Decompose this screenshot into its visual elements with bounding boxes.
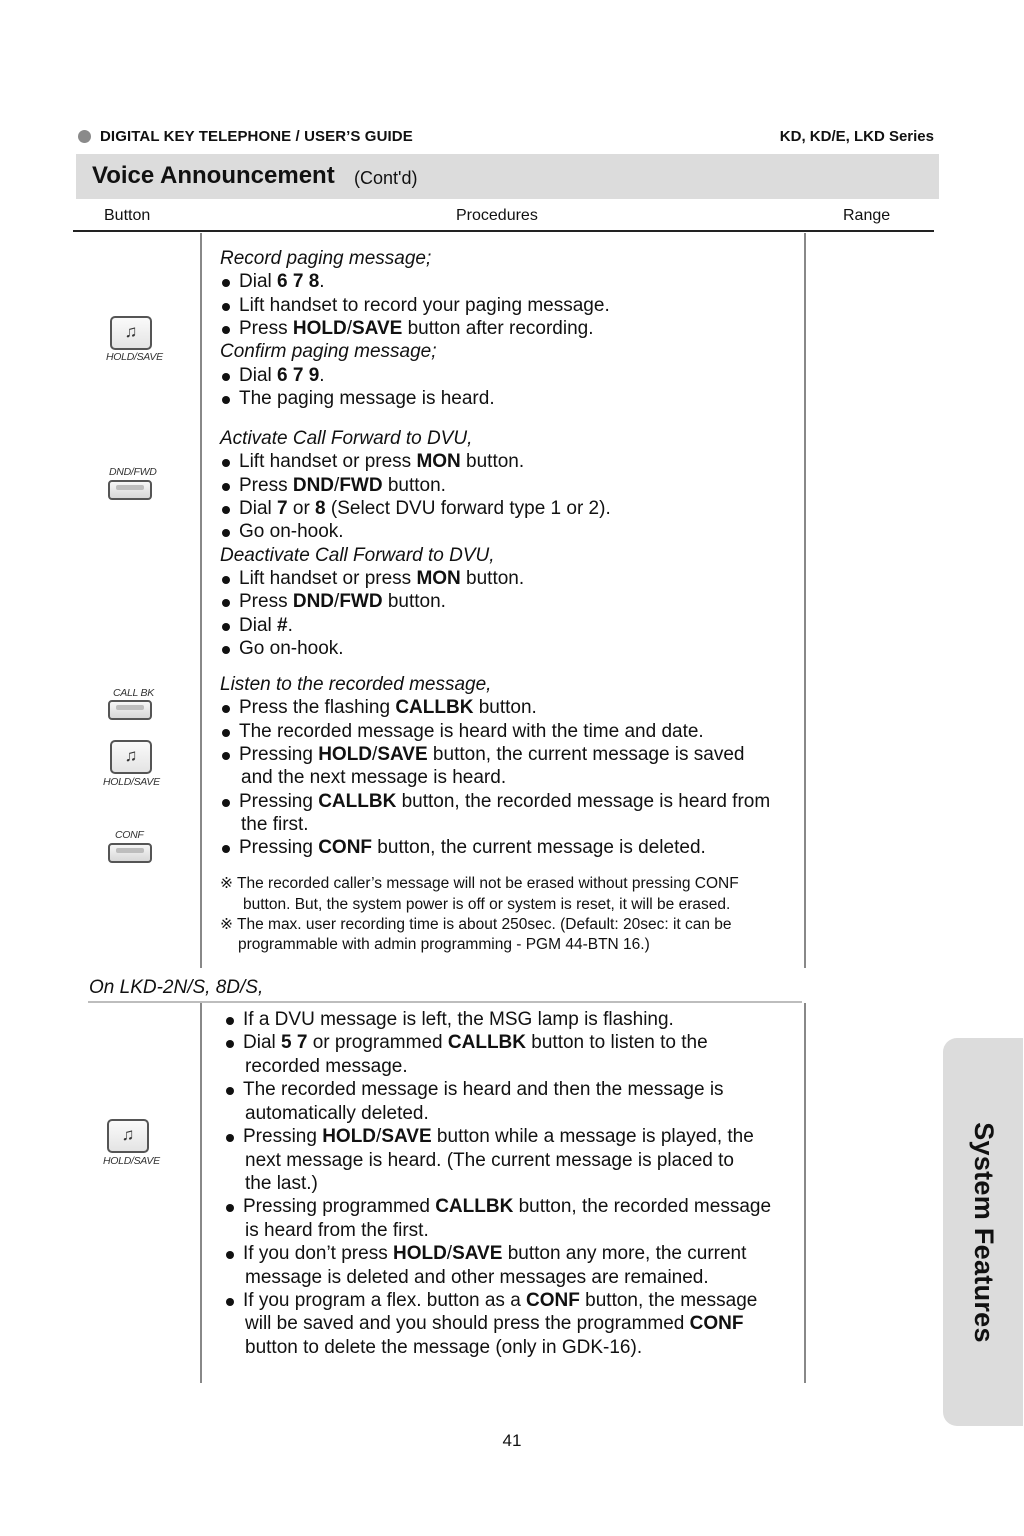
column-rule — [804, 1003, 806, 1383]
procedure-heading: Record paging message; — [220, 248, 432, 269]
dnd-fwd-key-label: DND/FWD — [109, 466, 157, 478]
header-rule — [73, 230, 934, 232]
column-rule — [200, 1003, 202, 1383]
conf-key-icon — [108, 843, 152, 863]
procedure-step: Pressing HOLD/SAVE button while a message is played, the — [243, 1126, 754, 1147]
call-bk-key-icon — [108, 700, 152, 720]
procedure-step: Pressing programmed CALLBK button, the recorded message — [243, 1196, 772, 1217]
procedure-step: Go on-hook. — [239, 521, 344, 542]
procedure-step: Press the flashing CALLBK button. — [239, 697, 537, 718]
procedure-step-cont: the last.) — [245, 1173, 318, 1194]
procedure-step: Pressing CONF button, the current message is deleted. — [239, 837, 706, 858]
procedure-step-cont: button to delete the message (only in GDK-16). — [245, 1337, 643, 1358]
procedure-step-cont: is heard from the first. — [245, 1220, 429, 1241]
note: ※ The recorded caller’s message will not be erased without pressing CONF — [220, 875, 739, 892]
column-header-procedures: Procedures — [456, 207, 538, 224]
procedure-step: Lift handset or press MON button. — [239, 568, 525, 589]
section-label: On LKD-2N/S, 8D/S, — [89, 977, 264, 998]
dnd-fwd-key-icon — [108, 480, 152, 500]
page-title-cont: (Cont'd) — [354, 168, 418, 188]
procedure-step: Dial 5 7 or programmed CALLBK button to listen to the — [243, 1032, 708, 1053]
procedure-step-cont: message is deleted and other messages are remained. — [245, 1267, 709, 1288]
procedure-step: If you program a flex. button as a CONF button, the message — [243, 1290, 758, 1311]
hold-save-key-label: HOLD/SAVE — [103, 776, 160, 788]
procedure-step: The recorded message is heard and then the message is — [243, 1079, 724, 1100]
side-tab-label: System Features — [968, 1121, 999, 1343]
procedure-step: Dial 7 or 8 (Select DVU forward type 1 or 2). — [239, 498, 611, 519]
note-cont: button. But, the system power is off or system is reset, it will be erased. — [243, 896, 731, 913]
hold-save-key-icon — [110, 316, 152, 350]
procedure-step: The paging message is heard. — [239, 388, 495, 409]
procedure-step-cont: will be saved and you should press the programmed CONF — [245, 1313, 744, 1334]
header-guide-title: DIGITAL KEY TELEPHONE / USER’S GUIDE — [100, 128, 413, 145]
column-rule — [200, 233, 202, 968]
procedure-step: If a DVU message is left, the MSG lamp is flashing. — [243, 1009, 674, 1030]
procedure-step: Press DND/FWD button. — [239, 591, 446, 612]
procedure-step: Lift handset or press MON button. — [239, 451, 525, 472]
header-bullet-icon — [78, 130, 91, 143]
section-side-tab — [943, 1038, 1023, 1426]
procedure-step: Go on-hook. — [239, 638, 344, 659]
music-note-icon: ♫ — [124, 322, 138, 341]
section-rule — [88, 1001, 802, 1003]
column-header-range: Range — [843, 207, 891, 224]
procedure-step-cont: next message is heard. (The current message is placed to — [245, 1150, 734, 1171]
hold-save-key-icon — [110, 740, 152, 774]
column-header-button: Button — [104, 207, 151, 224]
music-note-icon: ♫ — [121, 1125, 135, 1144]
procedure-heading: Listen to the recorded message, — [220, 674, 492, 695]
procedure-heading: Activate Call Forward to DVU, — [220, 428, 473, 449]
procedure-step-cont: and the next message is heard. — [241, 767, 507, 788]
column-rule — [804, 233, 806, 968]
call-bk-key-label: CALL BK — [113, 687, 154, 699]
procedure-step-cont: automatically deleted. — [245, 1103, 429, 1124]
procedure-step-cont: recorded message. — [245, 1056, 408, 1077]
page-number: 41 — [502, 1431, 522, 1450]
hold-save-key-label: HOLD/SAVE — [106, 351, 163, 363]
procedure-step: Press HOLD/SAVE button after recording. — [239, 318, 594, 339]
procedure-step: Dial #. — [239, 615, 293, 636]
hold-save-key-icon — [107, 1119, 149, 1153]
page-title: Voice Announcement — [92, 162, 335, 189]
procedure-step: Dial 6 7 8. — [239, 271, 325, 292]
procedure-step: Pressing HOLD/SAVE button, the current message is saved — [239, 744, 745, 765]
procedure-step: Pressing CALLBK button, the recorded message is heard from — [239, 791, 771, 812]
procedure-heading: Deactivate Call Forward to DVU, — [220, 545, 495, 566]
procedure-step: Lift handset to record your paging message. — [239, 295, 610, 316]
music-note-icon: ♫ — [124, 746, 138, 765]
header-series: KD, KD/E, LKD Series — [779, 128, 934, 145]
note: ※ The max. user recording time is about 250sec. (Default: 20sec: it can be — [220, 916, 732, 933]
procedure-step-cont: the first. — [241, 814, 309, 835]
procedure-heading: Confirm paging message; — [220, 341, 437, 362]
procedure-step: Press DND/FWD button. — [239, 475, 446, 496]
procedure-step: Dial 6 7 9. — [239, 365, 325, 386]
hold-save-key-label: HOLD/SAVE — [103, 1155, 160, 1167]
note-cont: programmable with admin programming - PGM 44-BTN 16.) — [238, 936, 650, 953]
procedure-step: The recorded message is heard with the time and date. — [239, 721, 704, 742]
conf-key-label: CONF — [115, 829, 144, 841]
procedure-step: If you don’t press HOLD/SAVE button any more, the current — [243, 1243, 747, 1264]
